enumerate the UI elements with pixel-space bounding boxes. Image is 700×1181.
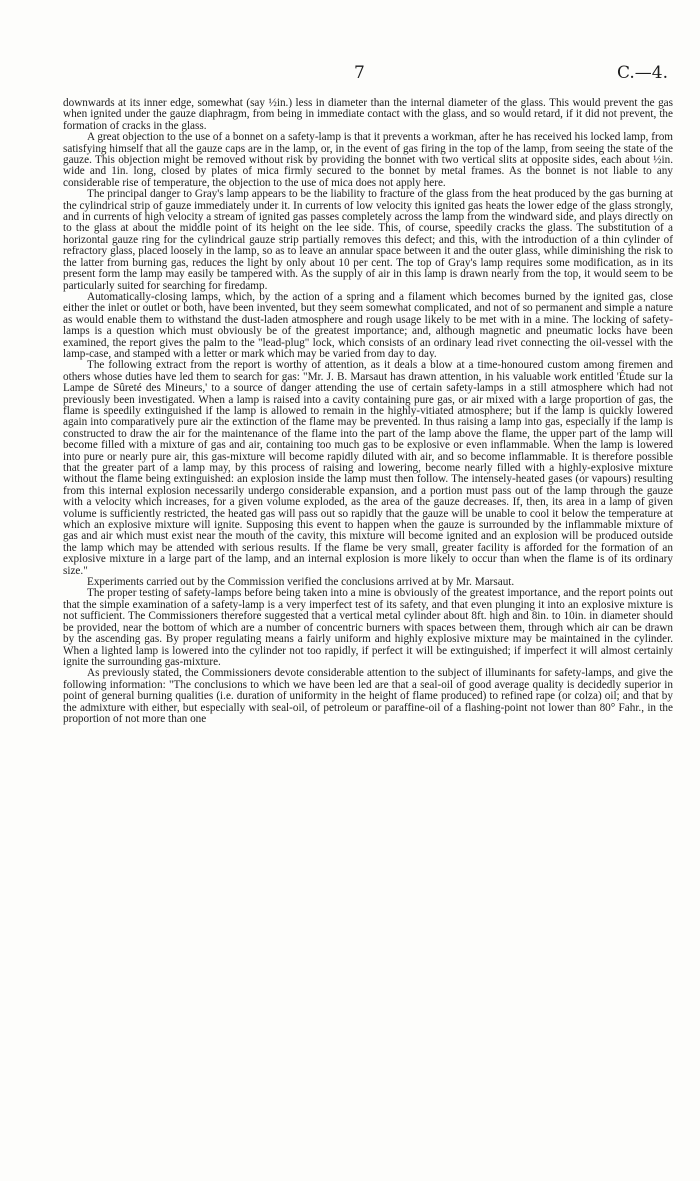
paragraph-marsaut-extract: The following extract from the report is worthy of attention, as it deals a blow at a time-honoured custom among firemen and others whose duties have led them to search for gas: "Mr. J. B. Marsaut has drawn attention, in his valuable work entitled 'Étude sur la Lampe de Sûreté des Mineurs,' to a source of danger attending the use of certain safety-lamps in a still atmosphere which had not previously been investigated. When a lamp is raised into a cavity containing pure gas, or air mixed with a large proportion of gas, the flame is speedily extinguished if the lamp is allowed to remain in the highly-vitiated atmosphere; but if the lamp is quickly lowered again into comparatively pure air the extinction of the flame may be prevented. In thus raising a lamp into gas, especially if the lamp is constructed to draw the air for the maintenance of the flame into the part of the lamp above the flame, the upper part of the lamp will become filled with a mixture of gas and air, containing too much gas to be explosive or even inflammable. When the lamp is lowered into pure or nearly pure air, this gas-mixture will become rapidly diluted with air, and so become inflammable. It is therefore possible that the greater part of a lamp may, by this process of raising and lowering, become nearly filled with a highly-explosive mixture without the flame being extinguished: an explosion inside the lamp must then follow. The intensely-heated gases (or vapours) resulting from this internal explosion necessarily undergo considerable expansion, and a portion must pass out of the lamp through the gauze with a velocity which increases, for a given volume exploded, as the area of the gauze decreases. If, then, its area in a lamp of given volume is sufficiently restricted, the heated gas will pass out so rapidly that the gauze will be unable to cool it below the temperature at which an explosive mixture will ignite. Supposing this event to happen when the gauze is surrounded by the inflammable mixture of gas and air which must exist near the mouth of the cavity, this mixture will become ignited and an explosion will be produced outside the lamp which may be attended with serious results. If the flame be very small, greater facility is afforded for the formation of an explosive mixture in a large part of the lamp, and an internal explosion is more likely to occur than when the flame is of its ordinary size." bbox=[63, 359, 673, 577]
paragraph-automatic-lamps: Automatically-closing lamps, which, by the action of a spring and a filament which becomes burned by the ignited gas, close either the inlet or outlet or both, have been invented, but they seem somewhat complicated, and not of so permanent and simple a nature as would enable them to withstand the dust-laden atmosphere and rough usage likely to be met with in a mine. The locking of safety-lamps is a question which must obviously be of the greatest importance; and, although magnetic and pneumatic locks have been examined, the report gives the palm to the "lead-plug" lock, which consists of an ordinary lead rivet connecting the oil-vessel with the lamp-case, and stamped with a letter or mark which may be varied from day to day. bbox=[63, 290, 673, 360]
body-text bbox=[63, 98, 673, 725]
paragraph-bonnet-objection: A great objection to the use of a bonnet on a safety-lamp is that it prevents a workman, after he has received his locked lamp, from satisfying himself that all the gauze caps are in the lamp, or, in the event of gas firing in the top of the lamp, from seeing the state of the gauze. This objection might be removed without risk by providing the bonnet with two vertical slits at opposite sides, each about ½in. wide and 1in. long, closed by plates of mica firmly secured to the bonnet by metal frames. As the bonnet is not liable to any considerable rise of temperature, the objection to the use of mica does not apply here. bbox=[63, 131, 673, 189]
paragraph-testing: The proper testing of safety-lamps before being taken into a mine is obviously of the greatest importance, and the report points out that the simple examination of a safety-lamp is a very imperfect test of its safety, and that even plunging it into an explosive mixture is not sufficient. The Commissioners therefore suggested that a vertical metal cylinder about 8ft. high and 8in. to 10in. in diameter should be provided, near the bottom of which are a number of concentric burners with spaces between them, through which air can be drawn by the ascending gas. By proper regulating means a fairly uniform and highly explosive mixture may be maintained in the cylinder. When a lighted lamp is lowered into the cylinder not too rapidly, if perfect it will be extinguished; if imperfect it will almost certainly ignite the surrounding gas-mixture. bbox=[63, 587, 673, 668]
paragraph-illuminants: As previously stated, the Commissioners devote considerable attention to the subject of illuminants for safety-lamps, and give the following information: "The conclusions to which we have been led are that a seal-oil of good average quality is decidedly superior in point of general burning qualities (i.e. duration of uniformity in the height of flame produced) to refined rape (or colza) oil; and that by the admixture with either, but especially with seal-oil, of petroleum or paraffine-oil of a flashing-point not lower than 80° Fahr., in the proportion of not more than one bbox=[63, 667, 673, 725]
paragraph-continuation: downwards at its inner edge, somewhat (say ½in.) less in diameter than the internal diameter of the glass. This would prevent the gas when ignited under the gauze diaphragm, from being in immediate contact with the glass, and so would retard, if it did not prevent, the formation of cracks in the glass. bbox=[63, 97, 673, 132]
page-number: 7 bbox=[354, 63, 365, 83]
sheet-reference: C.—4. bbox=[616, 63, 668, 83]
page-header bbox=[0, 63, 700, 87]
paragraph-experiments: Experiments carried out by the Commission verified the conclusions arrived at by Mr. Marsaut. bbox=[87, 576, 515, 589]
paragraph-grays-lamp: The principal danger to Gray's lamp appears to be the liability to fracture of the glass from the heat produced by the gas burning at the cylindrical strip of gauze immediately under it. In currents of low velocity this ignited gas heats the lower edge of the glass strongly, and in currents of high velocity a stream of ignited gas passes completely across the lamp from the windward side, and plays directly on to the glass at about the middle point of its height on the lee side. This, of course, speedily cracks the glass. The substitution of a horizontal gauze ring for the cylindrical gauze strip partially removes this defect; and this, with the introduction of a thin cylinder of refractory glass, placed loosely in the lamp, so as to leave an annular space between it and the outer glass, while diminishing the risk to the latter from burning gas, reduces the light by only about 10 per cent. The top of Gray's lamp requires some modification, as in its present form the lamp may easily be tampered with. As the supply of air in this lamp is drawn nearly from the top, it would seem to be particularly suited for searching for firedamp. bbox=[63, 188, 673, 292]
